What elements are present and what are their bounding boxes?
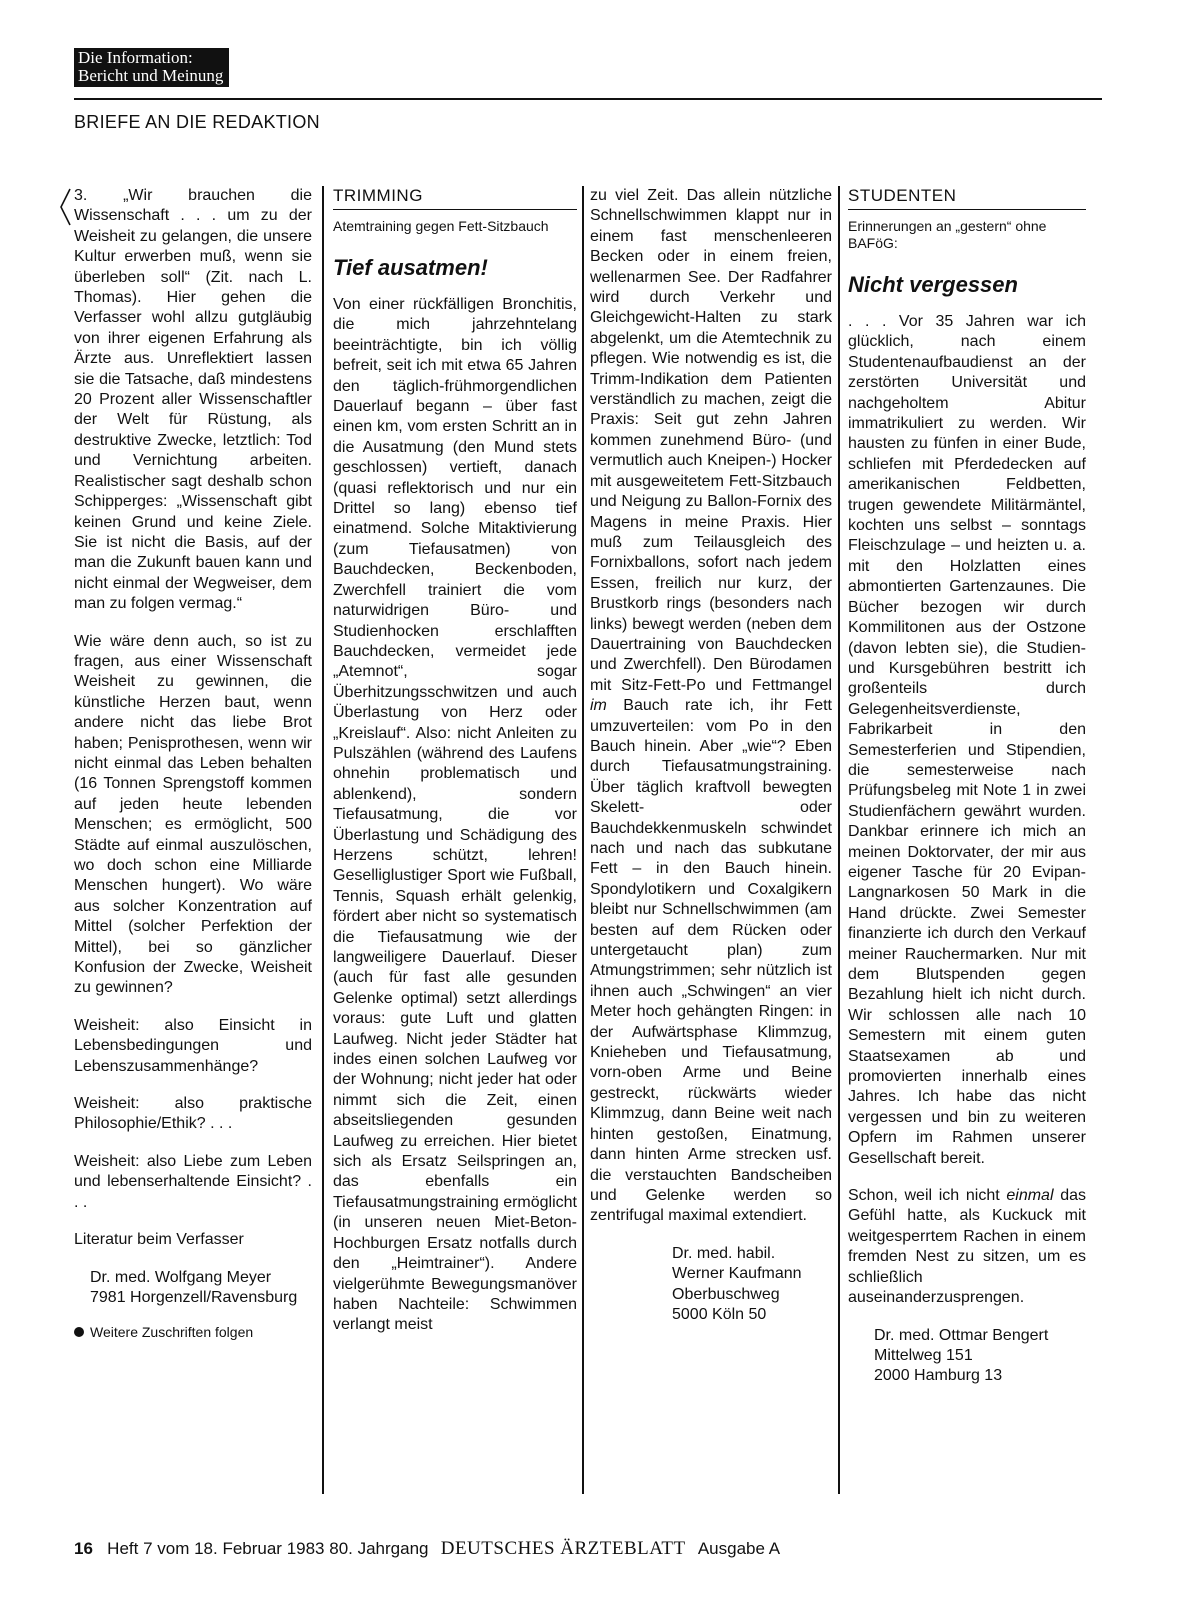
column-divider (582, 186, 584, 1494)
more-letters-note (74, 1322, 312, 1342)
body-text: Bauch rate ich, ihr Fett umzuverteilen: vom Po in den Bauch hinein. Aber „wie“? Eben durch Tiefausatmungstraining. Über täglich kraftvoll bewegten Skelett- oder Bauchdekkenmuskeln schwindet nach und nach das subkutane Fett – in den Bauch hinein. Spondylotikern und Coxalgikern bleibt nur Schnellschwimmen (am besten auf dem Rücken oder untergetaucht plan) zum Atmungstrimmen; sehr nützlich ist ihnen auch „Schwingen“ an vier Meter hoch gehängten Ringen: in der Aufwärtsphase Klimmzug, Knieheben und Tiefausatmung, vorn-oben Arme und Beine gestreckt, rückwärts wieder Klimmzug, dann Beine weit nach hinten gestoßen, Einatmung, dann hinten Arme strecken usf. die verstauchten Bandscheiben und Gelenke werden so zentrifugal maximal extendiert. (590, 697, 832, 1225)
letter-column-3 (590, 186, 832, 1325)
letter-paragraph: 3. „Wir brauchen die Wissenschaft . . . um zu der Weisheit zu gelangen, die unsere Kultur erwerben muß, wenn sie überleben soll“ (Zit. nach L. Thomas). Hier gehen die Verfasser wohl allzu gutgläubig von ihrer eigenen Erfahrung als Ärzte aus. Unreflektiert lassen sie die Tatsache, daß mindestens 20 Prozent aller Wissenschaftler der Welt für Rüstung, als destruktive Zwecke, letztlich: Tod und Vernichtung arbeiten. Realistischer sagt deshalb schon Schipperges: „Wissenschaft gibt keinen Grund und keine Ziele. Sie ist nicht die Basis, auf der man die Zukunft bauen kann und nicht einmal der Wegweiser, dem man zu folgen vermag.“ (74, 187, 312, 613)
body-emphasis: einmal (1006, 1187, 1054, 1205)
author-title: Dr. med. habil. (672, 1244, 776, 1262)
bullet-icon (74, 1327, 84, 1337)
author-address: 7981 Horgenzell/Ravensburg (90, 1288, 298, 1306)
author-signature (874, 1326, 1086, 1387)
edition-label: Ausgabe A (697, 1539, 781, 1558)
letter-column-1 (74, 186, 312, 1343)
author-name: Dr. med. Ottmar Bengert (874, 1326, 1049, 1344)
article-kicker: Erinnerungen an „gestern“ ohne BAFöG: (848, 218, 1047, 251)
author-street: Mittelweg 151 (874, 1346, 973, 1364)
section-title: BRIEFE AN DIE REDAKTION (74, 112, 320, 132)
author-name: Werner Kaufmann (672, 1265, 802, 1283)
body-text: Schon, weil ich nicht (848, 1187, 1007, 1205)
body-text: das Gefühl hatte, als Kuckuck mit weitgesperrtem Rachen in einem fremden Nest zu sitzen, um es schließlich auseinanderzusprengen. (848, 1187, 1086, 1307)
article-body: . . . Vor 35 Jahren war ich glücklich, nach einem Studentenaufbaudienst an der zerstörten Universität und nachgeholtem Abitur immatrikuliert zu werden. Wir hausten zu fünfen in einer Bude, schliefen mit Pferdedecken auf amerikanischen Feldbetten, trugen gewendete Militärmäntel, kochten uns selbst – sonntags Fleischzulage – und heizten u. a. mit den Holzlatten eines abmontierten Gartenzaunes. Die Bücher bezogen wir durch Kommilitonen aus der Ostzone (davon lebten sie), die Studien- und Kursgebühren bestritt ich großenteils durch Gelegenheitsverdienste, Fabrikarbeit in den Semesterferien und Stipendien, die semesterweise nach Prüfungsbeleg mit Note 1 in zwei Studienfächern gewährt wurden. Dankbar erinnere ich mich an meinen Doktorvater, der mir aus eigener Tasche für 20 Evipan-Langnarkosen 50 Mark in die Hand drückte. Zwei Semester finanzierte ich durch den Verkauf meiner Rauchermarken. Nur mit dem Blutspenden gegen Bezahlung hielt ich nicht durch. Wir schlossen alle nach 10 Semestern mit einem guten Staatsexamen ab und promovierten innerhalb eines Jahres. Ich habe das nicht vergessen und bin zu weiteren Opfern im Rahmen unserer Gesellschaft bereit. (848, 313, 1086, 1167)
author-signature (672, 1244, 832, 1326)
rubric-trimming: TRIMMING (333, 186, 577, 210)
letter-column-2 (333, 186, 577, 1336)
more-letters-text: Weitere Zuschriften folgen (90, 1324, 254, 1341)
continuation-bracket-icon (58, 188, 72, 226)
body-emphasis: im (590, 697, 607, 715)
letter-paragraph: Weisheit: also praktische Philosophie/Ethik? . . . (74, 1095, 312, 1133)
literature-note: Literatur beim Verfasser (74, 1231, 244, 1249)
letter-paragraph: Weisheit: also Liebe zum Leben und lebenserhaltende Einsicht? . . . (74, 1152, 312, 1211)
section-tag (74, 48, 229, 87)
author-street: Oberbuschweg (672, 1285, 780, 1303)
section-tag-line2: Bericht und Meinung (78, 66, 224, 85)
top-rule (74, 98, 1102, 100)
journal-name: DEUTSCHES ÄRZTEBLATT (440, 1538, 686, 1559)
page-number: 16 (74, 1539, 93, 1558)
rubric-studenten: STUDENTEN (848, 186, 1086, 210)
article-kicker: Atemtraining gegen Fett-Sitzbauch (333, 218, 549, 234)
issue-info: Heft 7 vom 18. Februar 1983 80. Jahrgang (107, 1539, 429, 1558)
article-body (848, 1186, 1086, 1308)
column-divider (838, 186, 840, 1494)
author-name: Dr. med. Wolfgang Meyer (90, 1268, 272, 1286)
article-headline: Nicht vergessen (848, 272, 1018, 297)
page-footer (74, 1538, 780, 1560)
section-tag-line1: Die Information: (78, 48, 193, 67)
letter-paragraph: Wie wäre denn auch, so ist zu fragen, aus einer Wissenschaft Weisheit zu gewinnen, die künstliche Herzen baut, wenn andere nicht das liebe Brot haben; Penisprothesen, wenn wir nicht einmal das Leben behalten (16 Tonnen Sprengstoff kommen auf jeden heute lebenden Menschen; es ermöglicht, 500 Städte auf einmal auszulöschen, wo doch schon eine Milliarde Menschen hungert). Wo wäre aus solcher Konzentration auf Mittel (solcher Perfektion der Mittel), bei so gänzlicher Konfusion der Zwecke, Weisheit zu gewinnen? (74, 632, 312, 997)
author-city: 5000 Köln 50 (672, 1305, 767, 1323)
column-divider (322, 186, 324, 1494)
body-text: zu viel Zeit. Das allein nützliche Schnellschwimmen klappt nur in einem fast menschenleeren Becken oder in einem freien, wellenarmen See. Der Radfahrer wird durch Verkehr und Gleichgewicht-Halten zu stark abgelenkt, um die Atemtechnik zu pflegen. Wie notwendig es ist, die Trimm-Indikation dem Patienten verständlich zu machen, zeigt die Praxis: Seit gut zehn Jahren kommen zunehmend Büro- (und vermutlich auch Kneipen-) Hocker mit ausgeweitetem Fett-Sitzbauch und Neigung zu Ballon-Fornix des Magens in meine Praxis. Hier muß zum Teilausgleich des Fornixballons, sofort nach jedem Essen, freilich nur kurz, der Brustkorb rings (besonders nach links) bewegt werden (neben dem Dauertraining von Bauchdecken und Zwerchfell). Den Bürodamen mit Sitz-Fett-Po und Fettmangel (590, 187, 832, 694)
letter-paragraph: Weisheit: also Einsicht in Lebensbedingungen und Lebenszusammenhänge? (74, 1016, 312, 1075)
article-body-continued (590, 186, 832, 1227)
author-city: 2000 Hamburg 13 (874, 1367, 1003, 1385)
author-signature (90, 1268, 312, 1309)
article-body: Von einer rückfälligen Bronchitis, die mich jahrzehntelang beeinträchtigte, bin ich völlig befreit, seit ich mit etwa 65 Jahren den täglich-frühmorgendlichen Dauerlauf begann – über fast einen km, vom ersten Schritt an in die Ausatmung (den Mund stets geschlossen) vertieft, danach (quasi reflektorisch und nur ein Drittel so lang) ebenso tief einatmend. Solche Mitaktivierung (zum Tiefausatmen) von Bauchdecken, Beckenboden, Zwerchfell trainiert die vom naturwidrigen Büro- und Studienhocken erschlafften Bauchdecken, vermeidet jede „Atemnot“, sogar Überhitzungsschwitzen und auch Überlastung von Herz oder „Kreislauf“. Also: nicht Anleiten zu Pulszählen (während des Laufens ohnehin problematisch und ablenkend), sondern Tiefausatmung, die vor Überlastung und Schädigung des Herzens schützt, lehren! Geselliglustiger Sport wie Fußball, Tennis, Squash erhält gelenkig, fördert aber nicht so systematisch die Tiefausatmung wie der langweiligere Dauerlauf. Dieser (auch für fast alle gesunden Gelenke optimal) setzt allerdings voraus: gute Luft und glatten Laufweg. Nicht jeder Städter hat indes einen solchen Laufweg vor der Wohnung; nicht jeder hat oder nimmt sich die Zeit, einen abseitsliegenden gesunden Laufweg zu erreichen. Hier bietet sich als Ersatz Seilspringen an, das ebenfalls ein Tiefausatmungstraining ermöglicht (in unseren neuen Miet-Beton-Hochburgen Ersatz notfalls durch den „Heimtrainer“). Andere vielgerühmte Bewegungsmanöver haben Nachteile: Schwimmen verlangt meist (333, 296, 577, 1334)
letter-column-4 (848, 186, 1086, 1387)
article-headline: Tief ausatmen! (333, 255, 488, 280)
